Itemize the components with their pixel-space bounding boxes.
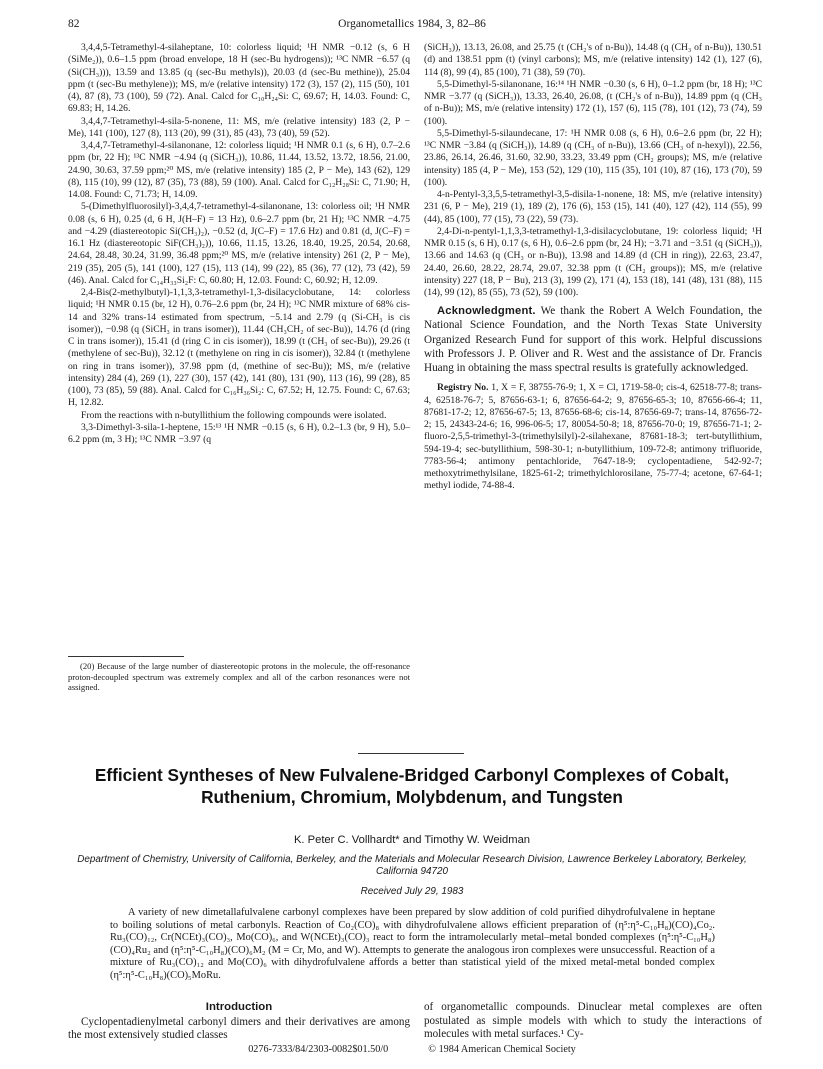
article-abstract: A variety of new dimetallafulvalene carbonyl complexes have been prepared by slow addition of cold purified dihydrofulvalene in heptane to boiling solutions of metal carbonyls. Reaction of Co₂(CO)₈ with dihydrofulvalene allows efficient preparation of (η⁵:η⁵-C₁₀H₈)(CO)₄Co₂. Ru₃(CO)₁₂, Cr(NCEt)₃(CO)₃, Mo(CO)₆, and W(NCEt)₃(CO)₃ react to form the intramolecularly metal–metal bonded complexes (η⁵:η⁵-C₁₀H₈)(CO)₄Ru₂ and (η⁵:η⁵-C₁₀H₈)(CO)₆M₂ (M = Cr, Mo, and W). Attempts to generate the analogous iron complexes were unsuccessful. Reaction of a mixture of Ru₃(CO)₁₂ and Mo(CO)₆ with dihydrofulvalene affords a better than statistical yield of the mixed metal-metal bonded complex (η⁵:η⁵-C₁₀H₈)(CO)₅MoRu. (110, 907, 715, 981)
left-column (68, 42, 410, 446)
compound-14-paragraph: 2,4-Bis(2-methylbutyl)-1,1,3,3-tetramethyl-1,3-disilacyclobutane, 14: colorless liquid; ¹H NMR 0.15 (br, 12 H), 0.76–2.6 ppm (br, 24 H); ¹³C NMR mixture of 68% cis-14 and 32% trans-14 estimated from spectrum, −5.14 and 2.79 (q (Si-CH₃ is cis isomer)), −0.98 (q (SiCH₃ in trans isomer)), 11.44 (CH₃CH₂ of sec-Bu)), 14.76 (d (ring C in trans isomer)), 15.41 (d (ring C in cis isomer)), 18.99 (t (CH₃ of sec-Bu)), 29.26 (t (methylene of sec-Bu)), 32.12 (t (methylene on ring in cis isomer)), 32.84 (t (methylene on ring in trans isomer)), 37.98 ppm (d, (methine of sec-Bu)); MS, m/e (relative intensity) 284 (4), 269 (1), 227 (30), 157 (42), 141 (80), 131 (90), 113 (16), 99 (28), 85 (100), 73 (85), 59 (88). Anal. Calcd for C₁₆H₃₆Si₂: C, 67.52; H, 12.75. Found: C, 67.63; H, 12.82. (68, 287, 410, 409)
compound-19-paragraph: 2,4-Di-n-pentyl-1,1,3,3-tetramethyl-1,3-disilacyclobutane, 19: colorless liquid; ¹H NMR 0.15 (s, 6 H), 0.17 (s, 6 H), 0.6–2.6 ppm (br, 24 H); −3.71 and −3.51 (q (SiCH₃)), 13.66 and 14.63 (q (CH₃ or n-Bu)), 13.98 and 14.89 (d (CH in ring)), 22.63, 23.47, 24.40, 26.60, 28.22, 28.74, 29.07, 32.38 ppm (t (CH₂ groups)); MS, m/e (relative intensity) 227 (18, P − Bu), 213 (3), 199 (2), 171 (4), 153 (18), 141 (48), 131 (88), 115 (14), 99 (12), 85 (55), 73 (52), 59 (100). (424, 225, 762, 298)
page-header (68, 18, 756, 34)
page-footer (68, 1044, 756, 1055)
acknowledgment-text: We thank the Robert A Welch Foundation, the National Science Foundation, and the North Texas State University Organized Research Fund for support of this work. Helpful discussions with Professors J. P. Oliver and R. West and the assistance of Dr. Francis Huang in obtaining the mass spectral results is gratefully acknowledged. (424, 305, 762, 375)
n-butyllithium-note: From the reactions with n-butyllithium the following compounds were isolated. (81, 409, 387, 421)
footnote-20: (20) Because of the large number of diastereotopic protons in the molecule, the off-resonance proton-decoupled spectrum was extremely complex and all of the carbon resonances were not assigned. (68, 661, 410, 693)
compound-18-paragraph: 4-n-Pentyl-3,3,5,5-tetramethyl-3,5-disila-1-nonene, 18: MS, m/e (relative intensity) 231 (6, P − Me), 219 (1), 189 (2), 176 (6), 153 (15), 141 (40), 127 (42), 114 (55), 99 (44), 85 (100), 77 (15), 73 (22), 59 (73). (424, 189, 762, 225)
compound-13-paragraph: 5-(Dimethylfluorosilyl)-3,4,4,7-tetramethyl-4-silanonane, 13: colorless oil; ¹H NMR 0.08 (s, 6 H), 0.25 (d, 6 H, J(H–F) = 13 Hz), 0.6–2.7 ppm (br, 21 H); ¹³C NMR −4.75 and −4.29 (diastereotopic Si(CH₃)₂), −0.52 (d, J(C–F) = 17.6 Hz) and 0.81 (d, J(C–F) = 16.1 Hz (diastereotopic SiF(CH₃)₂)), 10.66, 11.15, 13.26, 18.40, 19.25, 20.54, 20.68, 24.64, 28.48, 30.24, 31.99, 36.48 ppm;²⁰ MS, m/e (relative intensity) 261 (2, P − Me), 219 (35), 205 (5), 141 (100), 127 (15), 113 (14), 99 (22), 85 (36), 77 (12), 73 (42), 59 (46). Anal. Calcd for C₁₄H₃₃Si₂F: C, 60.80; H, 12.03. Found: C, 60.92; H, 12.09. (68, 201, 410, 286)
registry-numbers (424, 382, 762, 492)
compound-12-paragraph: 3,4,4,7-Tetramethyl-4-silanonane, 12: colorless liquid; ¹H NMR 0.1 (s, 6 H), 0.7–2.6 ppm (br, 22 H); ¹³C NMR −4.94 (q (SiCH₃)), 10.86, 11.44, 13.52, 13.72, 18.56, 21.00, 24.90, 30.63, 37.59 ppm;²⁰ MS, m/e (relative intensity) 185 (2, P − Me), 143 (62), 129 (8), 115 (10), 99 (12), 87 (35), 73 (88), 59 (100). Anal. Calcd for C₁₂H₂₈Si: C, 71.90; H, 14.08. Found: C, 71.73; H, 14.09. (68, 140, 410, 200)
introduction-text-left: Cyclopentadienylmetal carbonyl dimers and their derivatives are among the most extensively studied classes (68, 1015, 410, 1042)
copyright: © 1984 American Chemical Society (428, 1044, 576, 1055)
registry-text: 1, X = F, 38755-76-9; 1, X = Cl, 1719-58-0; cis-4, 62518-77-8; trans-4, 62518-76-7; 5, 87656-63-1; 6, 87656-64-2; 9, 87656-65-3; 10, 87656-66-4; 11, 87681-17-2; 12, 87656-67-5; 13, 87656-68-6; cis-14, 87656-69-7; trans-14, 87656-72-2; 15, 24343-24-6; 16, 996-06-5; 17, 80054-50-8; 18, 87656-70-0; 19, 87656-71-1; 2-fluoro-2,5,5-trimethyl-3-(trimethylsilyl)-2-silahexane, 87681-18-3; tert-butyllithium, 594-19-4; sec-butyllithium, 598-30-1; n-butyllithium, 109-72-8; antimony trifluoride, 7783-56-4; antimony pentachloride, 7647-18-9; cyclopentadiene, 542-92-7; methoxytrimethylsilane, 1825-61-2; trimethylchlorosilane, 75-77-4; acetone, 67-64-1; methyl iodide, 74-88-4. (424, 382, 762, 492)
compound-15-continued: (SiCH₃)), 13.13, 26.08, and 25.75 (t (CH₂'s of n-Bu)), 14.48 (q (CH₃ of n-Bu)), 130.51 (d) and 138.51 ppm (t) (vinyl carbons); MS, m/e (relative intensity) 142 (1), 127 (6), 114 (8), 99 (4), 85 (100), 71 (38), 59 (70). (424, 42, 762, 78)
article-code: 0276-7333/84/2303-0082$01.50/0 (248, 1044, 389, 1055)
page-number: 82 (68, 18, 80, 30)
received-date: Received July 29, 1983 (360, 886, 464, 897)
article-title: Efficient Syntheses of New Fulvalene-Bridged Carbonyl Complexes of Cobalt, Ruthenium, Chromium, Molybdenum, and Tungsten (94, 765, 730, 807)
compound-10-paragraph: 3,4,4,5-Tetramethyl-4-silaheptane, 10: colorless liquid; ¹H NMR −0.12 (s, 6 H (SiMe₂)), 0.6–1.5 ppm (broad envelope, 18 H (sec-Bu hydrogens)); ¹³C NMR −6.57 (q (Si(CH₃))), 13.59 and 13.85 (q (sec-Bu methyls)), 20.03 (d (sec-Bu methine)), 25.04 ppm (t (sec-Bu methylene)); MS, m/e (relative intensity) 172 (3), 157 (2), 115 (50), 101 (4), 87 (8), 73 (100), 59 (72). Anal. Calcd for C₁₀H₂₄Si: C, 69.67; H, 14.03. Found: C, 69.83; H, 14.26. (68, 42, 410, 115)
acknowledgment-heading: Acknowledgment. (437, 305, 536, 318)
right-column (424, 42, 762, 493)
article-affiliation: Department of Chemistry, University of California, Berkeley, and the Materials and Molecular Research Division, Lawrence Berkeley Laboratory, Berkeley, California 94720 (77, 854, 747, 878)
footnote-rule (68, 656, 184, 657)
journal-citation: Organometallics 1984, 3, 82–86 (338, 18, 486, 30)
introduction-heading: Introduction (205, 1001, 273, 1013)
compound-17-paragraph: 5,5-Dimethyl-5-silaundecane, 17: ¹H NMR 0.08 (s, 6 H), 0.6–2.6 ppm (br, 22 H); ¹³C NMR −3.84 (q (SiCH₃)), 14.89 (q (CH₃ of n-Bu)), 13.66 (CH₃ of n-hexyl)), 22.56, 23.86, 26.14, 26.46, 31.60, 32.90, 33.23, 33.49 ppm (CH₂ groups); MS, m/e (relative intensity) 185 (4, P − Me), 153 (52), 129 (10), 115 (35), 101 (10), 87 (16), 173 (70), 59 (100). (424, 127, 762, 188)
compound-16-paragraph: 5,5-Dimethyl-5-silanonane, 16:¹⁴ ¹H NMR −0.30 (s, 6 H), 0–1.2 ppm (br, 18 H); ¹³C NMR −3.77 (q (SiCH₃)), 13.33, 26.40, 26.08, (t (CH₂'s of n-Bu)), 14.89 ppm (q (CH₃ of n-Bu)); MS, m/e (relative intensity) 172 (1), 157 (6), 115 (78), 101 (12), 73 (74), 59 (100). (424, 78, 762, 127)
acknowledgment (424, 304, 762, 375)
introduction-right (424, 1001, 762, 1042)
introduction-text-right: of organometallic compounds. Dinuclear metal complexes are often postulated as simple models with which to study the interactions of molecules with metal surfaces.¹ Cy- (424, 1001, 762, 1041)
article-divider (358, 753, 464, 754)
registry-heading: Registry No. (437, 382, 489, 394)
compound-15-paragraph: 3,3-Dimethyl-3-sila-1-heptene, 15:¹³ ¹H NMR −0.15 (s, 6 H), 0.2–1.3 (br, 9 H), 5.0–6.2 ppm (m, 3 H); ¹³C NMR −3.97 (q (68, 421, 410, 445)
introduction-left (68, 1001, 410, 1043)
article-authors: K. Peter C. Vollhardt* and Timothy W. Weidman (293, 834, 531, 846)
compound-11-paragraph: 3,4,4,7-Tetramethyl-4-sila-5-nonene, 11: MS, m/e (relative intensity) 183 (2, P − Me), 141 (100), 127 (8), 113 (20), 99 (31), 85 (43), 73 (40), 59 (52). (68, 115, 410, 139)
